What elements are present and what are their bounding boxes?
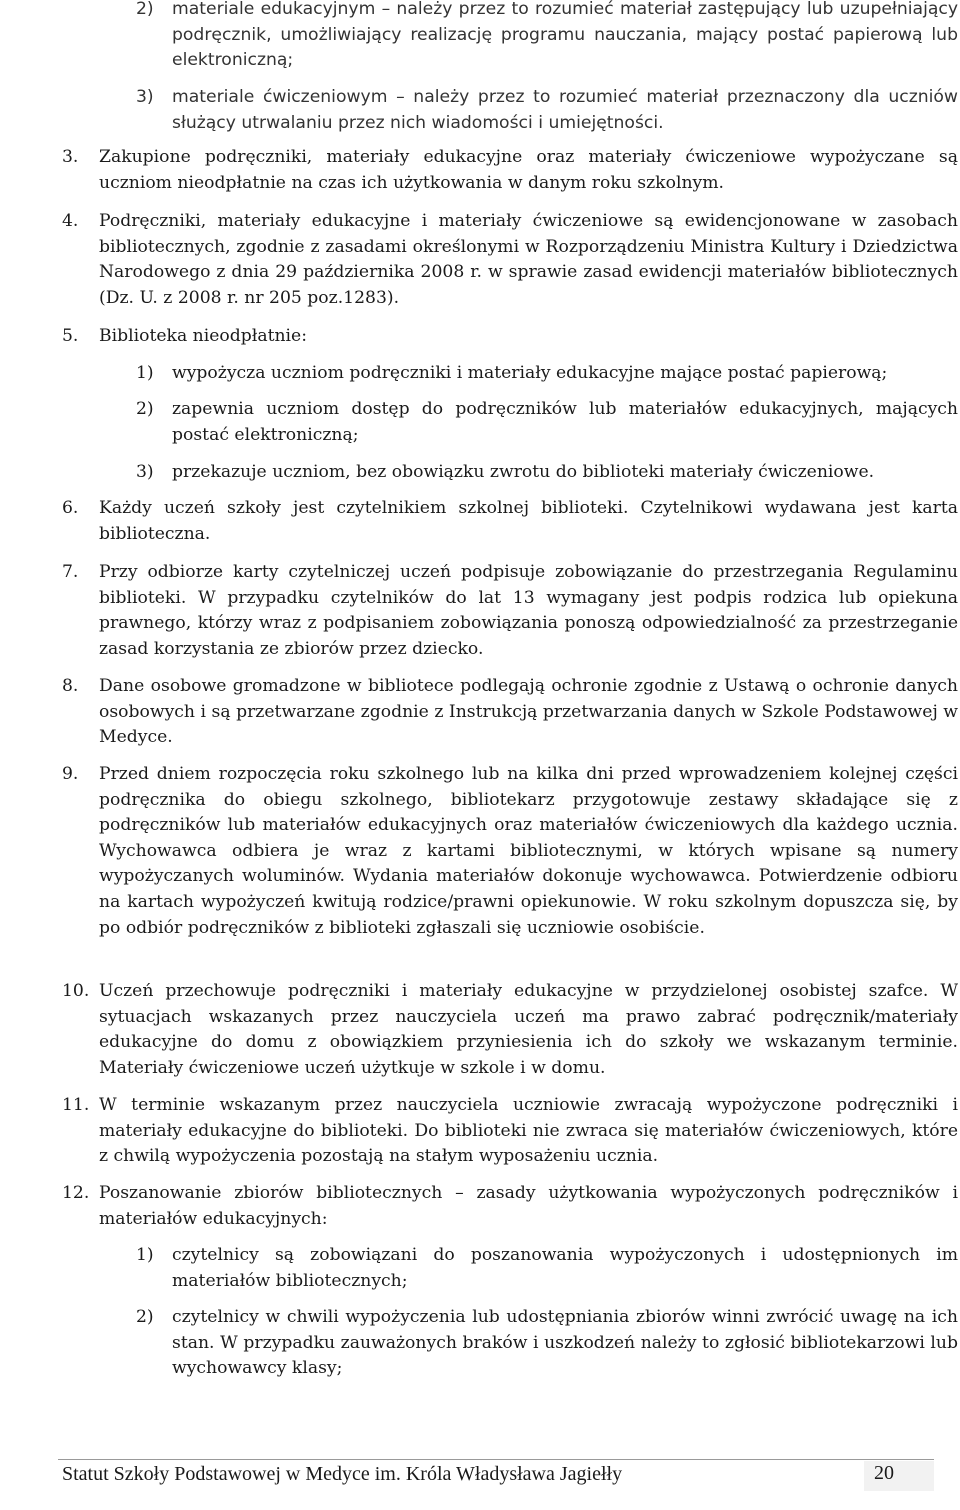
paragraph-number: 5. — [62, 326, 79, 346]
paragraph-text: Dane osobowe gromadzone w bibliotece podlegają ochronie zgodnie z Ustawą o ochronie danych osobowych i są przetwarzane zgodnie z Instrukcją przetwarzania danych w Szkole Podstawowej w Medyce. — [99, 676, 958, 748]
paragraph-number: 9. — [62, 764, 79, 784]
paragraph-8 — [62, 674, 958, 751]
list-number: 1) — [136, 363, 154, 383]
list-number: 3) — [136, 87, 154, 107]
paragraph-10 — [62, 979, 958, 1081]
paragraph-text: Uczeń przechowuje podręczniki i materiały edukacyjne w przydzielonej osobistej szafce. W sytuacjach wskazanych przez nauczyciela uczeń ma prawo zabrać podręcznik/materiały edukacyjne do domu z obowiązkiem przyniesienia ich do szkoły we wskazanym terminie. Materiały ćwiczeniowe uczeń użytkuje w szkole i w domu. — [99, 981, 958, 1078]
paragraph-text: Każdy uczeń szkoły jest czytelnikiem szkolnej biblioteki. Czytelnikowi wydawana jest karta biblioteczna. — [99, 498, 958, 544]
paragraph-11 — [62, 1093, 958, 1170]
list-text: wypożycza uczniom podręczniki i materiały edukacyjne mające postać papierową; — [172, 363, 888, 383]
list-item — [136, 460, 958, 486]
list-item — [136, 1305, 958, 1382]
list-number: 2) — [136, 1307, 154, 1327]
paragraph-text: W terminie wskazanym przez nauczyciela uczniowie zwracają wypożyczone podręczniki i materiały edukacyjne do biblioteki. Do biblioteki nie zwraca się materiałów ćwiczeniowych, które z chwilą wypożyczenia pozostają na stałym wyposażeniu ucznia. — [99, 1095, 958, 1167]
paragraph-number: 6. — [62, 498, 79, 518]
list-text: czytelnicy w chwili wypożyczenia lub udostępniania zbiorów winni zwrócić uwagę na ich stan. W przypadku zauważonych braków i uszkodzeń należy to zgłosić bibliotekarzowi lub wychowawcy klasy; — [172, 1307, 958, 1379]
list-text: zapewnia uczniom dostęp do podręczników lub materiałów edukacyjnych, mających postać elektroniczną; — [172, 399, 958, 445]
footer-title: Statut Szkoły Podstawowej w Medyce im. Króla Władysława Jagiełły — [62, 1463, 623, 1485]
paragraph-7 — [62, 560, 958, 662]
paragraph-text: Biblioteka nieodpłatnie: — [99, 326, 308, 346]
page-number: 20 — [874, 1462, 894, 1484]
paragraph-6 — [62, 496, 958, 547]
list-text: materiale edukacyjnym – należy przez to rozumieć materiał zastępujący lub uzupełniający podręcznik, umożliwiający realizację programu nauczania, mający postać papierową lub elektroniczną; — [172, 0, 958, 71]
list-text: czytelnicy są zobowiązani do poszanowania wypożyczonych i udostępnionych im materiałów bibliotecznych; — [172, 1245, 958, 1291]
paragraph-5 — [62, 324, 958, 350]
paragraph-4 — [62, 209, 958, 311]
list-item — [136, 0, 958, 74]
paragraph-number: 7. — [62, 562, 79, 582]
paragraph-3 — [62, 145, 958, 196]
list-item — [136, 85, 958, 136]
paragraph-number: 4. — [62, 211, 79, 231]
list-item — [136, 361, 958, 387]
paragraph-number: 10. — [62, 981, 90, 1001]
paragraph-number: 3. — [62, 147, 79, 167]
list-item — [136, 397, 958, 448]
paragraph-number: 11. — [62, 1095, 90, 1115]
paragraph-text: Podręczniki, materiały edukacyjne i materiały ćwiczeniowe są ewidencjonowane w zasobach bibliotecznych, zgodnie z zasadami określonymi w Rozporządzeniu Ministra Kultury i Dziedzictwa Narodowego z dnia 29 października 2008 r. w sprawie zasad ewidencji materiałów bibliotecznych (Dz. U. z 2008 r. nr 205 poz.1283). — [99, 211, 958, 308]
paragraph-number: 12. — [62, 1183, 90, 1203]
list-item — [136, 1243, 958, 1294]
paragraph-text: Przed dniem rozpoczęcia roku szkolnego lub na kilka dni przed wprowadzeniem kolejnej części podręcznika do obiegu szkolnego, bibliotekarz przygotowuje zestawy składające się z podręczników lub materiałów edukacyjnych oraz materiałów ćwiczeniowych dla każdego ucznia. Wychowawca odbiera je wraz z kartami bibliotecznymi, w których wpisane są numery wypożyczanych woluminów. Wydania materiałów dokonuje wychowawca. Potwierdzenie odbioru na kartach wypożyczeń kwitują rodzice/prawni opiekunowie. W roku szkolnym dopuszcza się, by po odbiór podręczników z biblioteki zgłaszali się uczniowie osobiście. — [99, 764, 958, 938]
paragraph-text: Przy odbiorze karty czytelniczej uczeń podpisuje zobowiązanie do przestrzegania Regulaminu biblioteki. W przypadku czytelników do lat 13 wymagany jest podpis rodzica lub opiekuna prawnego, którzy wraz z podpisaniem zobowiązania ponoszą odpowiedzialność za przestrzeganie zasad korzystania ze zbiorów przez dziecko. — [99, 562, 958, 659]
paragraph-number: 8. — [62, 676, 79, 696]
paragraph-9 — [62, 762, 958, 941]
list-text: materiale ćwiczeniowym – należy przez to rozumieć materiał przeznaczony dla uczniów służący utrwalaniu przez nich wiadomości i umiejętności. — [172, 87, 958, 133]
list-text: przekazuje uczniom, bez obowiązku zwrotu do biblioteki materiały ćwiczeniowe. — [172, 462, 875, 482]
paragraph-text: Zakupione podręczniki, materiały edukacyjne oraz materiały ćwiczeniowe wypożyczane są uczniom nieodpłatnie na czas ich użytkowania w danym roku szkolnym. — [99, 147, 958, 193]
list-number: 2) — [136, 0, 154, 19]
paragraph-text: Poszanowanie zbiorów bibliotecznych – zasady użytkowania wypożyczonych podręczników i materiałów edukacyjnych: — [99, 1183, 958, 1229]
list-number: 3) — [136, 462, 154, 482]
paragraph-12 — [62, 1181, 958, 1232]
list-number: 1) — [136, 1245, 154, 1265]
list-number: 2) — [136, 399, 154, 419]
